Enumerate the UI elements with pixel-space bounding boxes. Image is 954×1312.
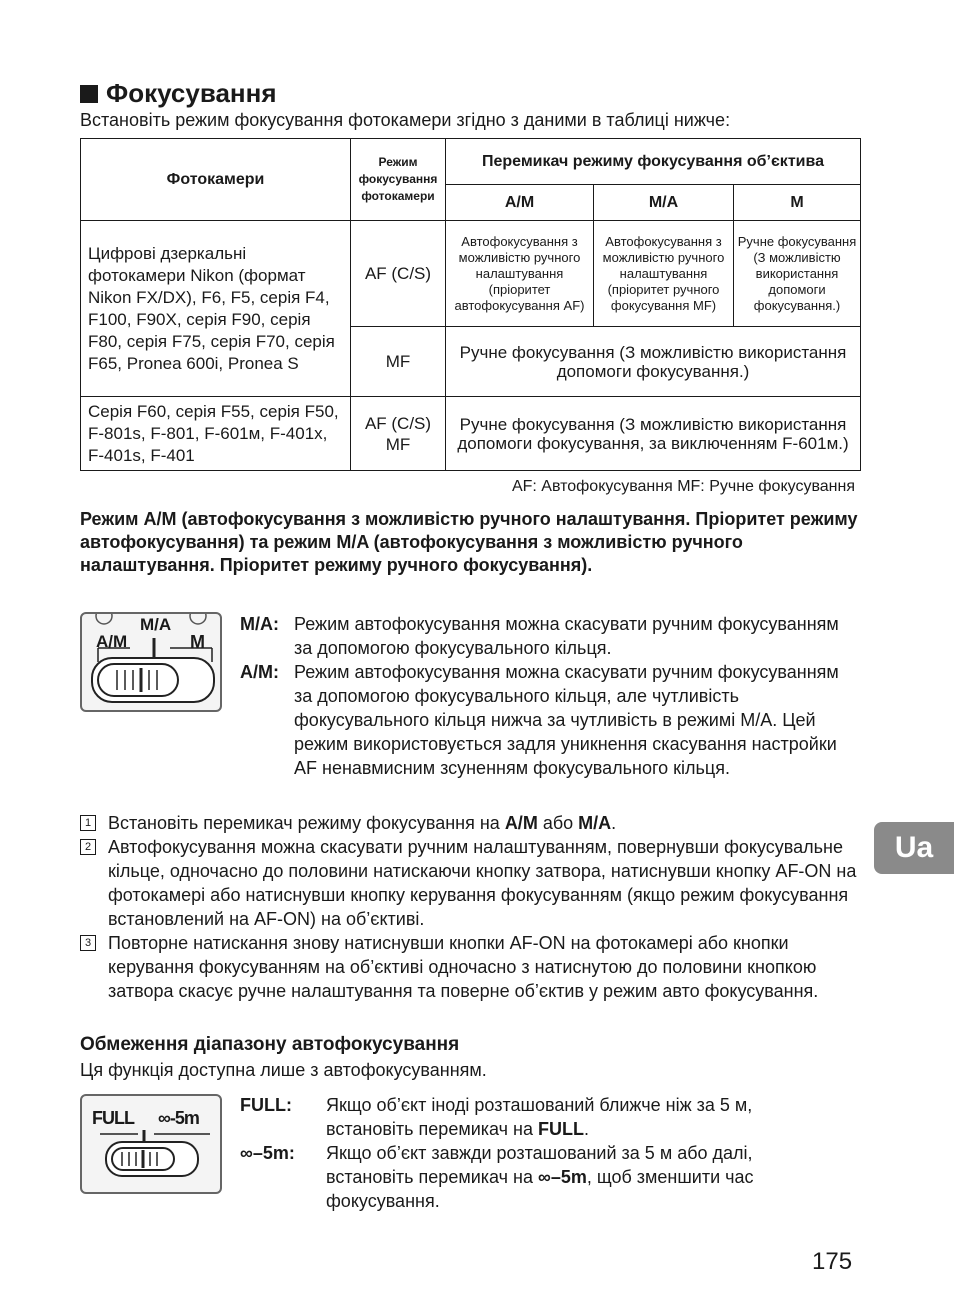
focus-mode-table [80,138,861,471]
page-number: 175 [812,1248,853,1275]
step-2-text: Автофокусування можна скасувати ручним налаштуванням, повернувши фокусувальне кільце, одночасно до половини натискаючи кнопку затвора, натиснувши кнопку AF-ON на фотокамері або натиснувши кнопку керування фокусуванням (якщо режим фокусування встановлений на AF-ON) на об’єктиві. [108,837,857,929]
step-2-number: 2 [80,839,96,855]
inf-definition [240,1141,840,1213]
header-camera-mode: Режим фокусування фотокамери [351,139,446,221]
row1-af-am: Автофокусування з можливістю ручного налаштування (пріоритет автофокусування AF) [446,221,594,327]
limit-heading: Обмеження діапазону автофокусування [80,1034,460,1055]
row1-mf-all: Ручне фокусування (З можливістю використання допомоги фокусування.) [446,327,861,397]
row2-mode: AF (C/S) MF [351,397,446,471]
section-title [80,78,277,109]
inf-text-a: Якщо об’єкт завжди розташований за 5 м або далі, встановіть перемикач на [326,1143,753,1187]
section-title-text: Фокусування [106,78,277,108]
header-am: A/M [446,185,594,221]
step-1-text-b: або [537,813,579,833]
step-1-text-c: . [611,813,617,833]
header-lens-switch: Перемикач режиму фокусування об’єктива [446,139,861,185]
step-3 [80,931,860,1003]
row1-af-m: Ручне фокусування (З можливістю використання допомоги фокусування.) [734,221,861,327]
limit-text: Ця функція доступна лише з автофокусуванням. [80,1060,487,1080]
inf-term: ∞–5m: [240,1143,295,1163]
step-2 [80,835,860,931]
step-1-number: 1 [80,815,96,831]
ma-definition [240,612,855,660]
step-3-text: Повторне натискання знову натиснувши кнопки AF-ON на фотокамері або кнопки керування фокусуванням на об’єктиві одночасно з натиснутою до половини кнопкою затвора скасує ручне налаштування та поверне об’єктив у режим авто фокусування. [108,933,819,1001]
table-legend: AF: Автофокусування MF: Ручне фокусування [511,478,855,495]
inf-bold: ∞–5m [537,1167,587,1187]
step-1-ma: M/A [578,813,612,833]
switch-label-full: FULL [92,1108,134,1128]
row1-af-mode: AF (C/S) [351,221,446,327]
switch-label-am: A/M [96,632,128,651]
switch-label-ma: M/A [140,615,172,634]
header-cameras: Фотокамери [81,139,351,221]
square-bullet-icon [80,85,98,103]
language-tab: Ua [874,822,954,874]
step-1-am: A/M [504,813,538,833]
inf-text-b: , щоб зменшити час фокусування. [326,1167,754,1211]
am-ma-heading: Режим A/M (автофокусування з можливістю ручного налаштування. Пріоритет режиму автофокусування) та режим M/A (автофокусування з можливістю ручного налаштування. Пріоритет режиму ручного фокусування). [80,509,858,575]
focus-mode-switch-illustration [80,612,222,712]
full-text-b: . [583,1119,589,1139]
step-3-number: 3 [80,935,96,951]
header-m: M [734,185,861,221]
am-definition [240,660,855,780]
row1-af-ma: Автофокусування з можливістю ручного налаштування (пріоритет ручного фокусування MF) [594,221,734,327]
full-definition [240,1093,840,1141]
row1-cameras: Цифрові дзеркальні фотокамери Nikon (формат Nikon FX/DX), F6, F5, серія F4, F100, F90X, серія F90, серія F80, серія F75, серія F70, серія F65, Pronea 600i, Pronea S [81,221,351,397]
full-term: FULL: [240,1095,292,1115]
row2-all: Ручне фокусування (З можливістю використання допомоги фокусування, за виключенням F-601м.) [446,397,861,471]
limit-switch-illustration [80,1094,222,1194]
full-text-a: Якщо об’єкт іноді розташований ближче ніж за 5 м, встановіть перемикач на [326,1095,753,1139]
row2-cameras: Серія F60, серія F55, серія F50, F-801s, F-801, F-601м, F-401x, F-401s, F-401 [81,397,351,471]
switch-label-inf: ∞-5m [158,1108,199,1128]
header-ma: M/A [594,185,734,221]
step-1 [80,811,860,835]
step-1-text-a: Встановіть перемикач режиму фокусування на [108,813,505,833]
am-term: A/M: [240,662,279,682]
row1-mf-mode: MF [351,327,446,397]
ma-term: M/A: [240,614,279,634]
full-bold: FULL [537,1119,584,1139]
intro-text: Встановіть режим фокусування фотокамери згідно з даними в таблиці нижче: [80,110,731,130]
switch-label-m: M [190,632,205,652]
am-text: Режим автофокусування можна скасувати ручним фокусуванням за допомогою фокусувального кільця, але чутливість фокусувального кільця нижча за чутливість в режимі M/A. Цей режим використовується задля уникнення скасування настройки AF ненавмисним зсуненням фокусувального кільця. [294,662,839,778]
ma-text: Режим автофокусування можна скасувати ручним фокусуванням за допомогою фокусувального кільця. [294,614,839,658]
